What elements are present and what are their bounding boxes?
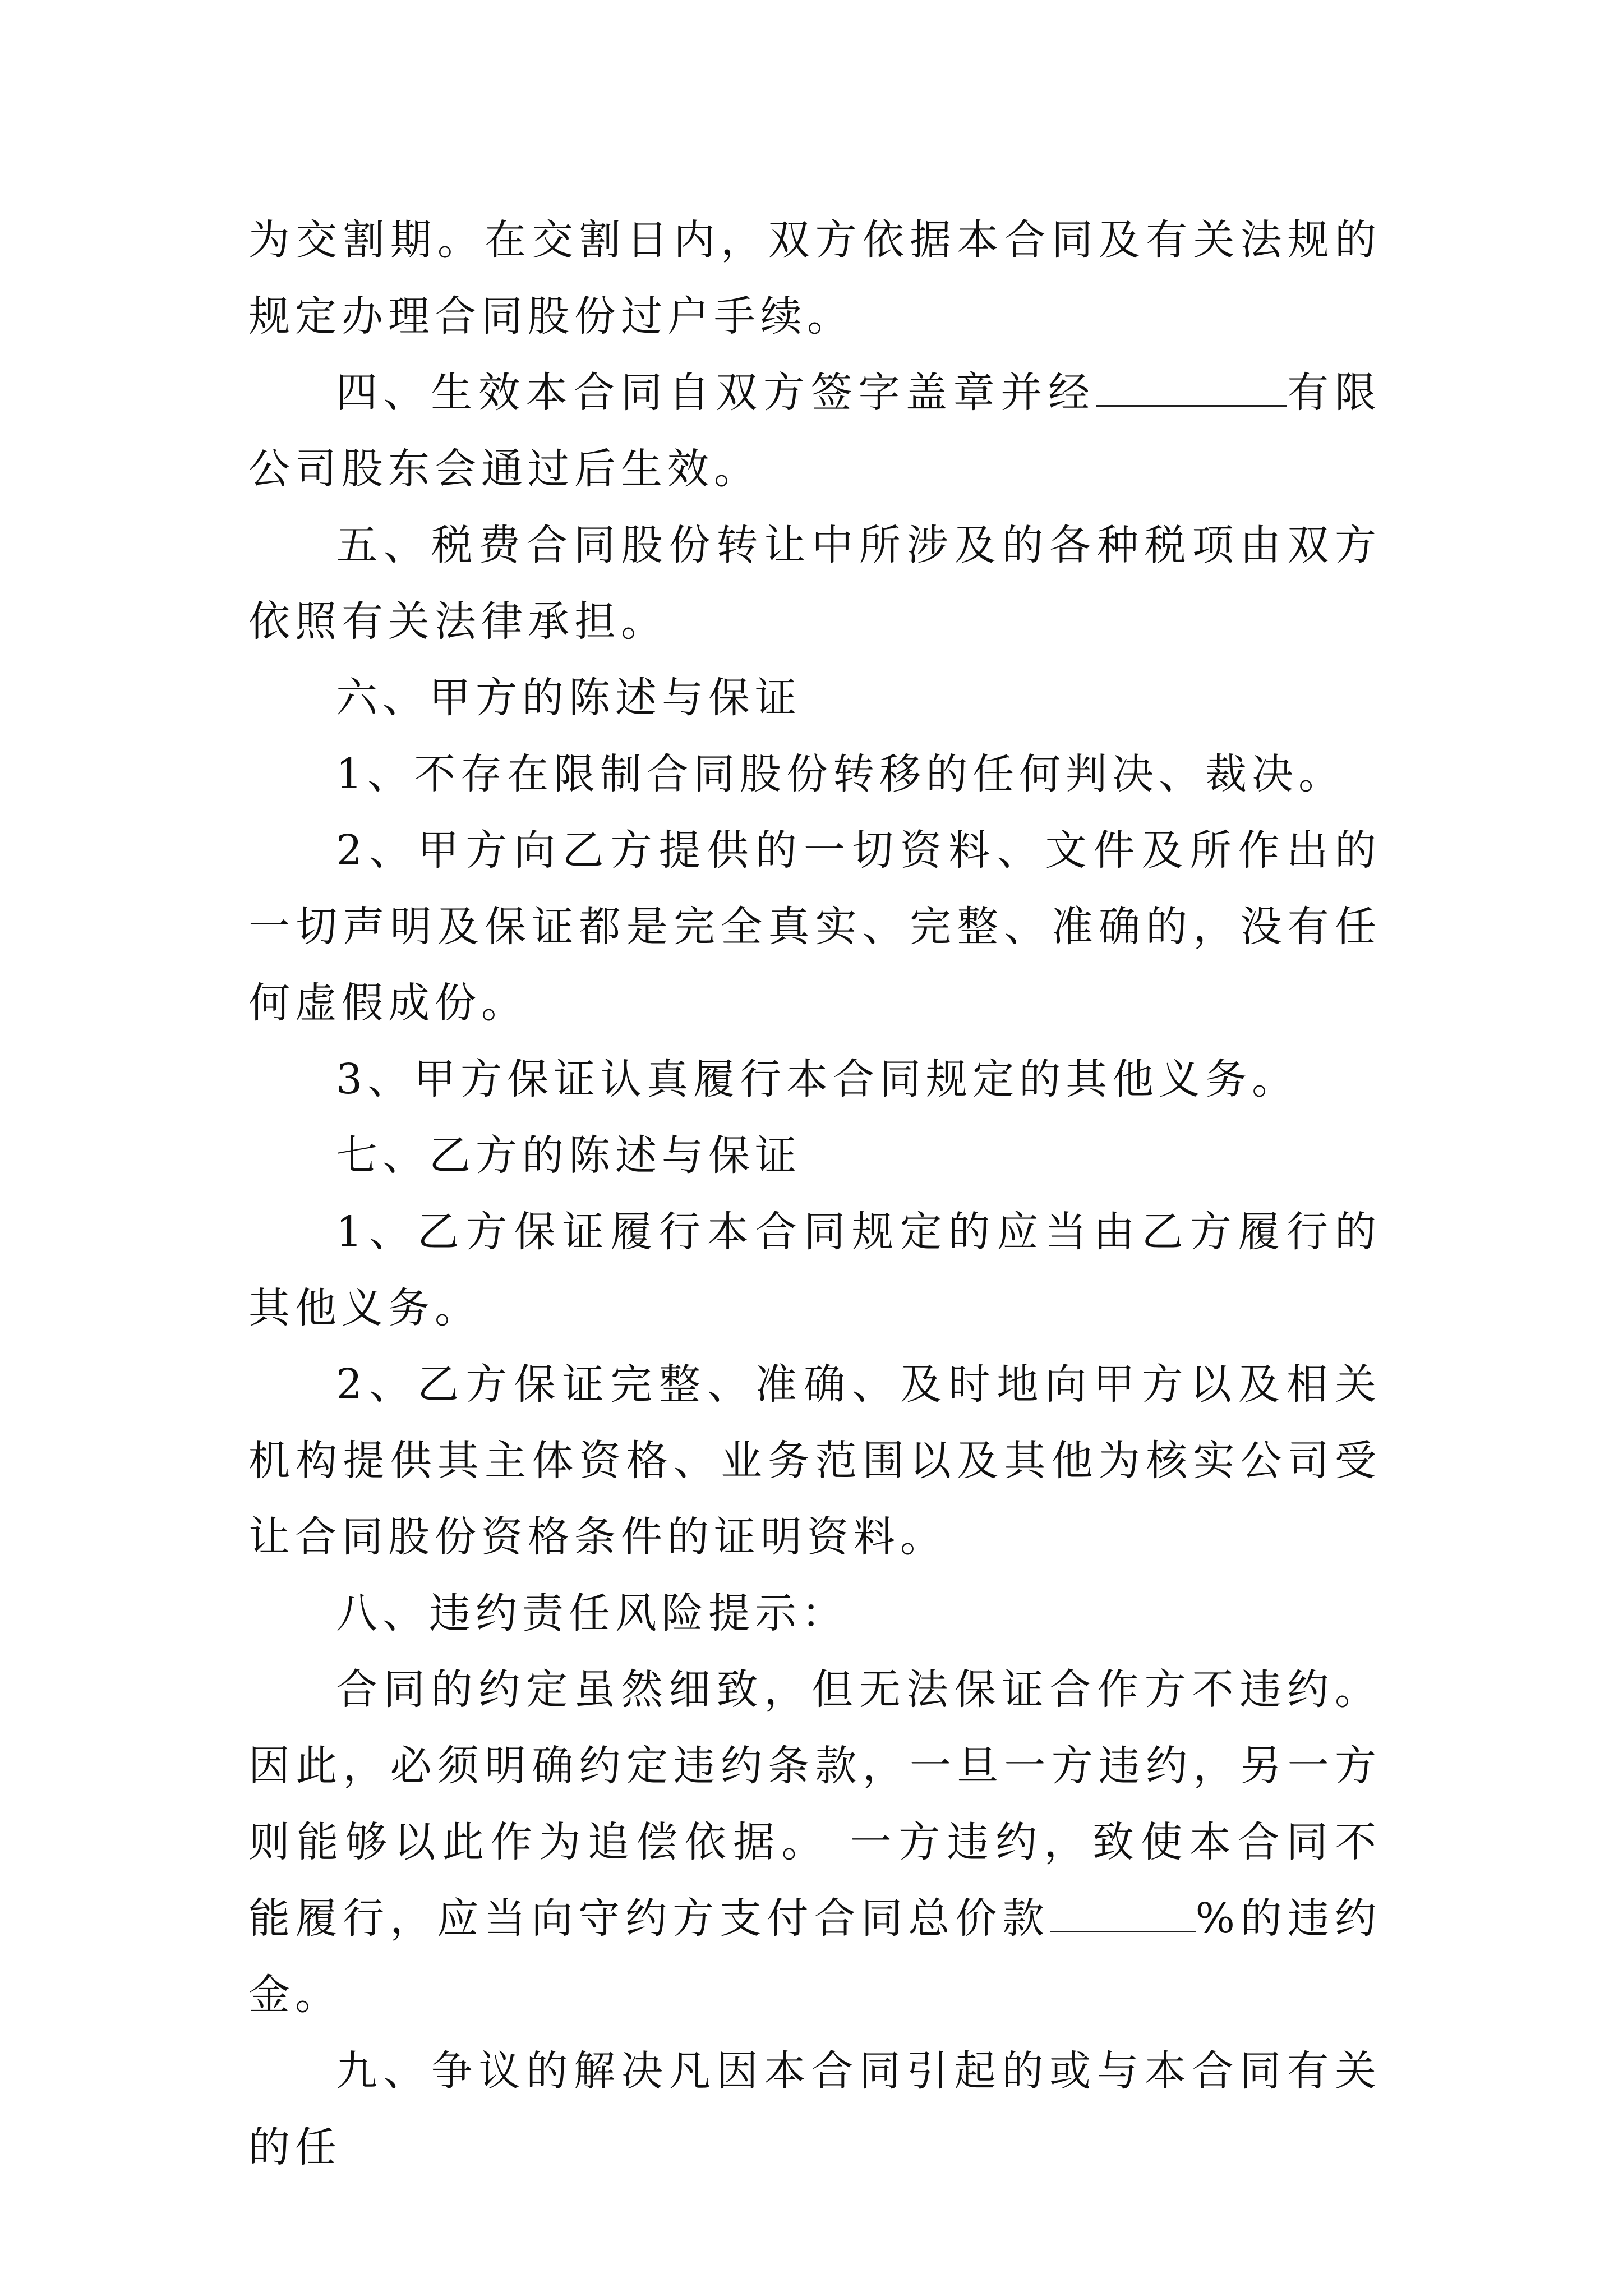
paragraph-text: 1、不存在限制合同股份转移的任何判决、裁决。: [336, 750, 1345, 798]
paragraph-party-a-item-2: [248, 812, 1381, 1041]
paragraph-text: 2、乙方保证完整、准确、及时地向甲方以及相关机构提供其主体资格、业务范围以及其他为核实公司受让合同股份资格条件的证明资料。: [248, 1360, 1381, 1561]
heading-text: 六、甲方的陈述与保证: [336, 674, 801, 722]
paragraph-text: 合同的约定虽然细致，但无法保证合作方不违约。因此，必须明确约定违约条款，一旦一方违约，另一方则能够以此作为追偿依据。 一方违约，致使本合同不能履行，应当向守约方支付合同总价款: [248, 1665, 1381, 1943]
paragraph-text: 九、争议的解决凡因本合同引起的或与本合同有关的任: [248, 2047, 1381, 2171]
paragraph-text: 2、甲方向乙方提供的一切资料、文件及所作出的一切声明及保证都是完全真实、完整、准确的，没有任何虚假成份。: [248, 826, 1381, 1027]
document-body: [248, 202, 1381, 2185]
paragraph-breach-liability: [248, 1651, 1381, 2033]
paragraph-text: 有限公司股东会通过后生效。: [248, 369, 1382, 493]
paragraph-taxes: [248, 507, 1381, 660]
paragraph-delivery-period: [248, 202, 1381, 355]
paragraph-text: 为交割期。在交割日内，双方依据本合同及有关法规的规定办理合同股份过户手续。: [248, 216, 1381, 341]
paragraph-party-a-item-1: [248, 736, 1381, 812]
paragraph-text: 五、税费合同股份转让中所涉及的各种税项由双方依照有关法律承担。: [248, 521, 1381, 646]
heading-party-b-representations: [248, 1117, 1381, 1194]
paragraph-text: 3、甲方保证认真履行本合同规定的其他义务。: [336, 1055, 1299, 1103]
paragraph-text: %的违约金。: [248, 1894, 1381, 2019]
blank-penalty-percent: [1050, 1894, 1196, 1932]
heading-party-a-representations: [248, 660, 1381, 736]
blank-company-name: [1096, 368, 1287, 407]
paragraph-party-b-item-1: [248, 1194, 1381, 1346]
paragraph-party-a-item-3: [248, 1041, 1381, 1117]
paragraph-effectiveness: [248, 355, 1381, 507]
paragraph-dispute-resolution: [248, 2033, 1381, 2185]
paragraph-text: 四、生效本合同自双方签字盖章并经: [336, 369, 1096, 417]
heading-text: 八、违约责任风险提示：: [336, 1589, 848, 1637]
paragraph-text: 1、乙方保证履行本合同规定的应当由乙方履行的其他义务。: [248, 1208, 1381, 1332]
heading-breach-liability: [248, 1575, 1381, 1651]
paragraph-party-b-item-2: [248, 1346, 1381, 1575]
heading-text: 七、乙方的陈述与保证: [336, 1131, 801, 1180]
